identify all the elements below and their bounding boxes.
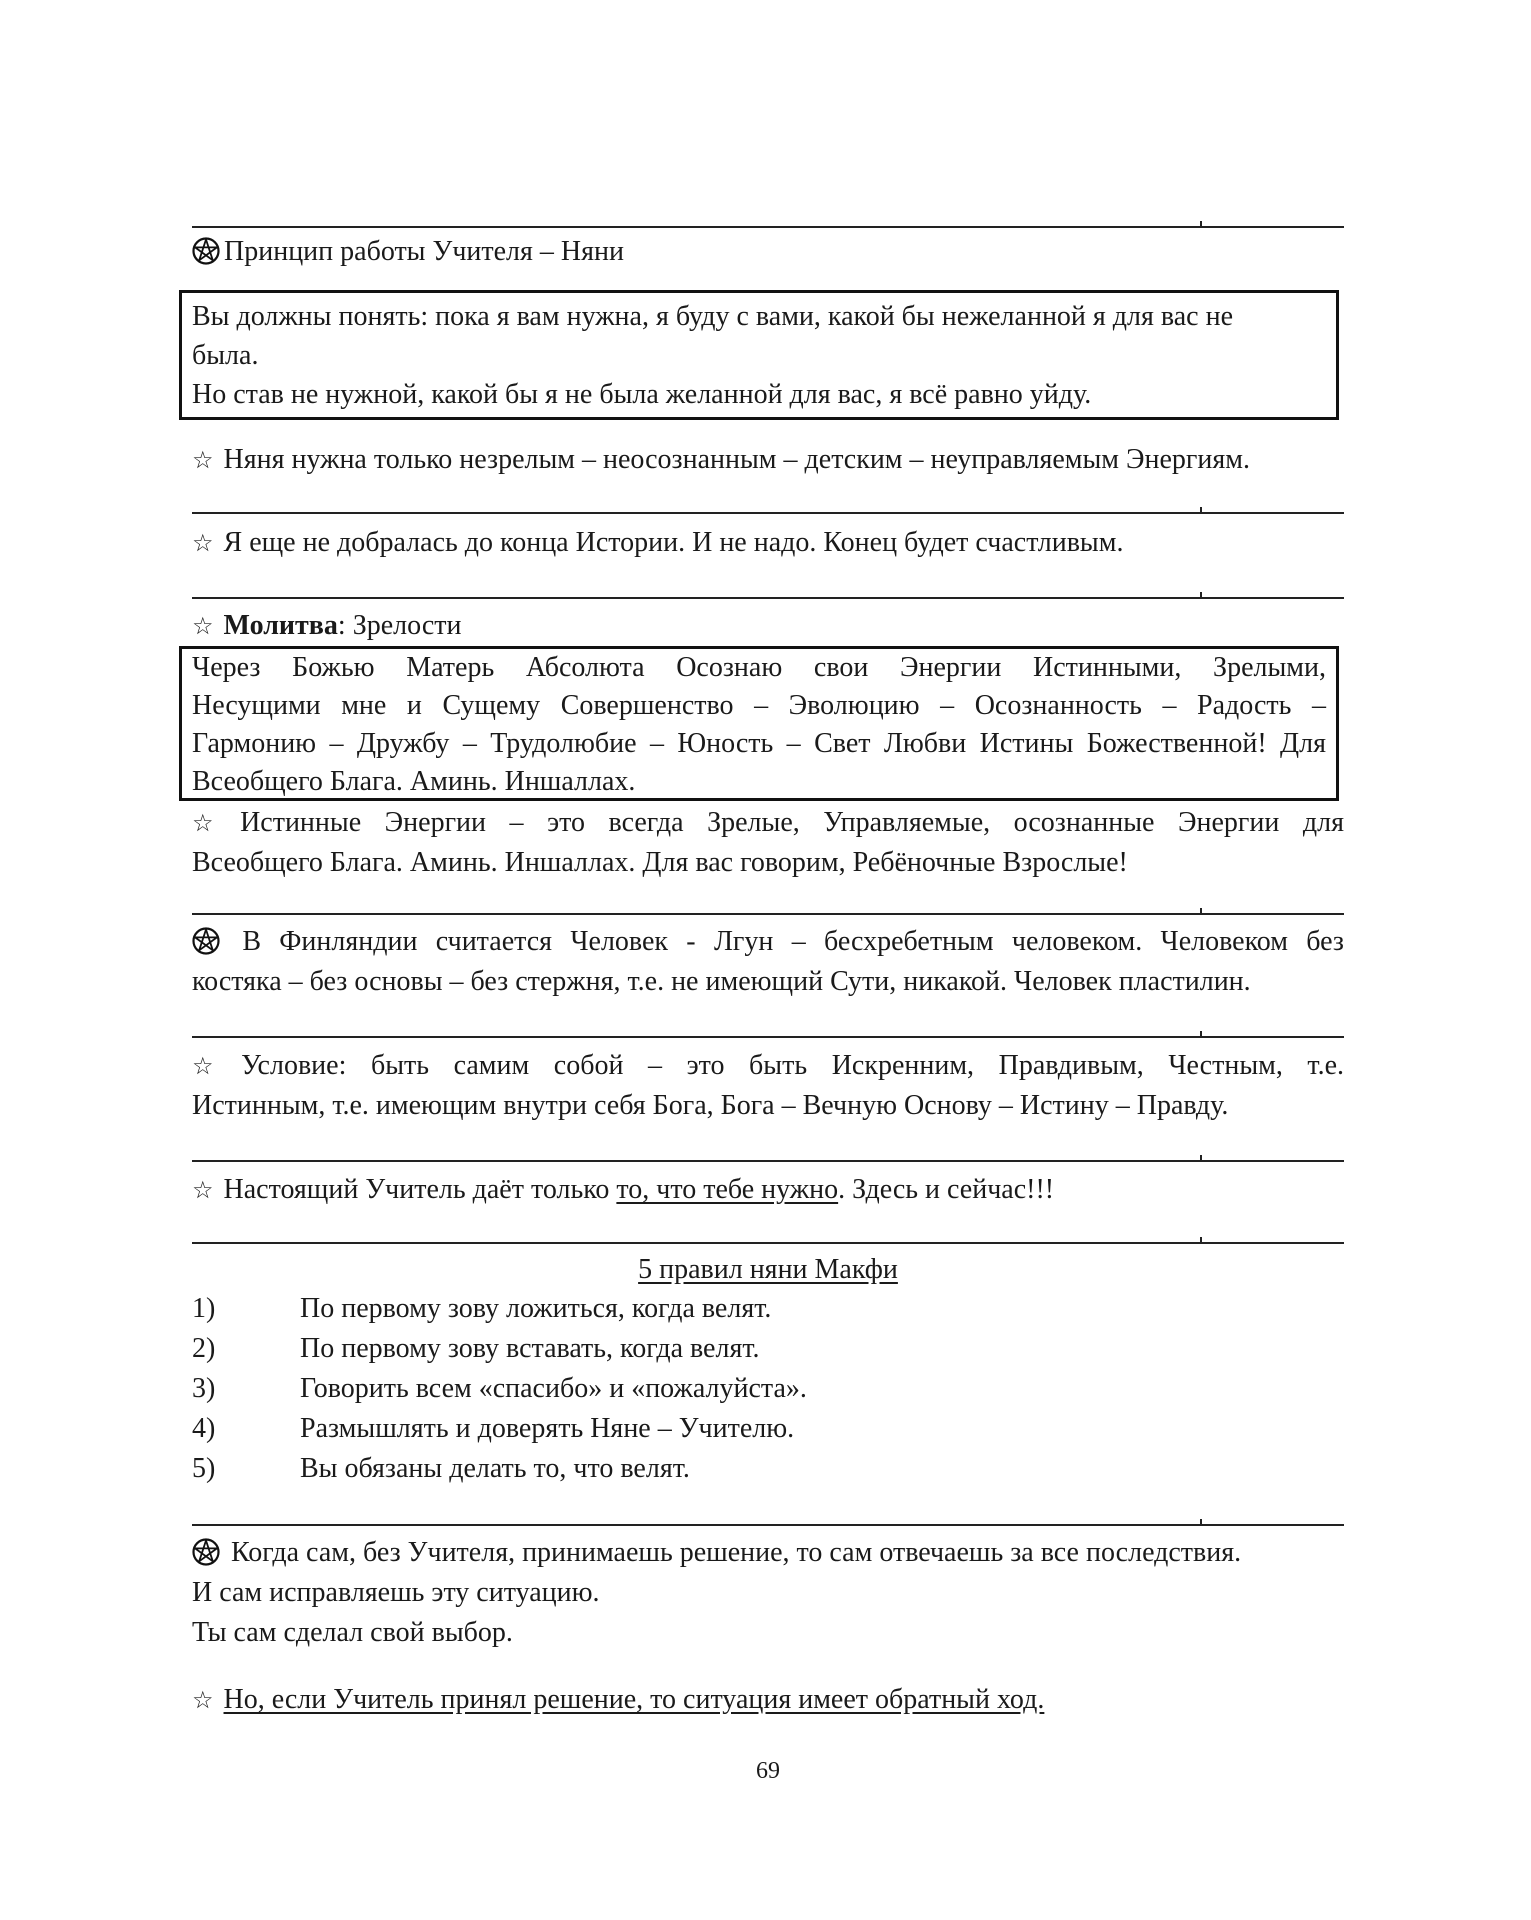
paragraph-text: Я еще не добралась до конца Истории. И не надо. Конец будет счастливым. [223,527,1124,558]
paragraph-line: костяка – без основы – без стержня, т.е. не имеющий Сути, никакой. Человек пластилин. [192,966,1251,997]
paragraph-text: Настоящий Учитель даёт только [223,1174,617,1205]
prayer-line: Всеобщего Блага. Аминь. Иншаллах. [192,766,636,797]
decision-paragraph [192,1533,1344,1653]
paragraph-text: Когда сам, без Учителя, принимаешь решение, то сам отвечаешь за все последствия. [231,1537,1242,1568]
list-number: 2) [192,1333,216,1364]
list-text: Говорить всем «спасибо» и «пожалуйста». [300,1373,807,1404]
quote-box [179,290,1339,420]
prayer-subtitle: : Зрелости [337,610,462,641]
paragraph-text: . Здесь и сейчас!!! [838,1174,1055,1205]
prayer-line: Гармонию – Дружбу – Трудолюбие – Юность – Свет Любви Истины Божественной! Для [192,728,1326,759]
paragraph-text: Няня нужна только незрелым – неосознанным – детским – неуправляемым Энергиям. [223,444,1250,475]
list-text: По первому зову вставать, когда велят. [300,1333,760,1364]
star-outline-icon: ☆ [192,1176,214,1204]
prayer-line: Несущими мне и Сущему Совершенство – Эволюцию – Осознанность – Радость – [192,690,1326,721]
list-number: 1) [192,1293,216,1324]
heading-text: Принцип работы Учителя – Няни [224,236,624,267]
paragraph-text: В Финляндии считается Человек - Лгун – бесхребетным человеком. Человеком без [242,926,1344,957]
true-energies-paragraph [192,803,1344,883]
pentagram-icon [192,927,220,955]
paragraph-line: И сам исправляешь эту ситуацию. [192,1577,600,1608]
list-text: Вы обязаны делать то, что велят. [300,1453,690,1484]
principle-heading [192,232,1344,271]
separator-line [192,597,1344,599]
quote-line: была. [192,340,259,371]
paragraph-line: Всеобщего Блага. Аминь. Иншаллах. Для вас говорим, Ребёночные Взрослые! [192,847,1128,878]
finland-paragraph [192,922,1344,1002]
nanny-paragraph [192,440,1344,480]
page-number: 69 [756,1758,780,1784]
document-page [192,0,1344,1920]
separator-line [192,1524,1344,1526]
quote-line: Но став не нужной, какой бы я не была желанной для вас, я всё равно уйду. [192,379,1092,410]
underlined-phrase: то, что тебе нужно [616,1174,839,1205]
reverse-paragraph [192,1680,1344,1720]
list-number: 5) [192,1453,216,1484]
star-outline-icon: ☆ [192,1052,232,1080]
underlined-sentence: Но, если Учитель принял решение, то ситуация имеет обратный ход. [223,1684,1045,1715]
separator-line [192,1036,1344,1038]
list-number: 4) [192,1413,216,1444]
star-outline-icon: ☆ [192,446,214,474]
separator-line [192,913,1344,915]
paragraph-line [192,803,1344,843]
paragraph-line [192,922,1344,962]
rules-title: 5 правил няни Макфи [638,1254,898,1285]
quote-line: Вы должны понять: пока я вам нужна, я буду с вами, какой бы нежеланной я для вас не [192,301,1234,332]
list-text: По первому зову ложиться, когда велят. [300,1293,772,1324]
paragraph-line: Истинным, т.е. имеющим внутри себя Бога, Бога – Вечную Основу – Истину – Правду. [192,1090,1229,1121]
list-number: 3) [192,1373,216,1404]
star-outline-icon: ☆ [192,529,214,557]
real-teacher-paragraph [192,1170,1344,1210]
paragraph-line: Ты сам сделал свой выбор. [192,1617,513,1648]
story-paragraph [192,523,1344,563]
prayer-heading [192,606,1344,646]
paragraph-line [192,1046,1344,1086]
prayer-title: Молитва [223,610,338,641]
paragraph-text: Условие: быть самим собой – это быть Искренним, Правдивым, Честным, т.е. [241,1050,1344,1081]
list-text: Размышлять и доверять Няне – Учителю. [300,1413,795,1444]
pentagram-icon [192,1538,220,1566]
star-outline-icon: ☆ [192,1686,214,1714]
separator-line [192,512,1344,514]
separator-line [192,226,1344,228]
pentagram-icon [192,237,220,265]
prayer-box [179,646,1339,801]
star-outline-icon: ☆ [192,612,214,640]
prayer-line: Через Божью Матерь Абсолюта Осознаю свои Энергии Истинными, Зрелыми, [192,652,1326,683]
separator-line [192,1242,1344,1244]
paragraph-text: Истинные Энергии – это всегда Зрелые, Управляемые, осознанные Энергии для [240,807,1345,838]
separator-line [192,1160,1344,1162]
condition-paragraph [192,1046,1344,1126]
paragraph-line [192,1533,1344,1573]
star-outline-icon: ☆ [192,809,231,837]
